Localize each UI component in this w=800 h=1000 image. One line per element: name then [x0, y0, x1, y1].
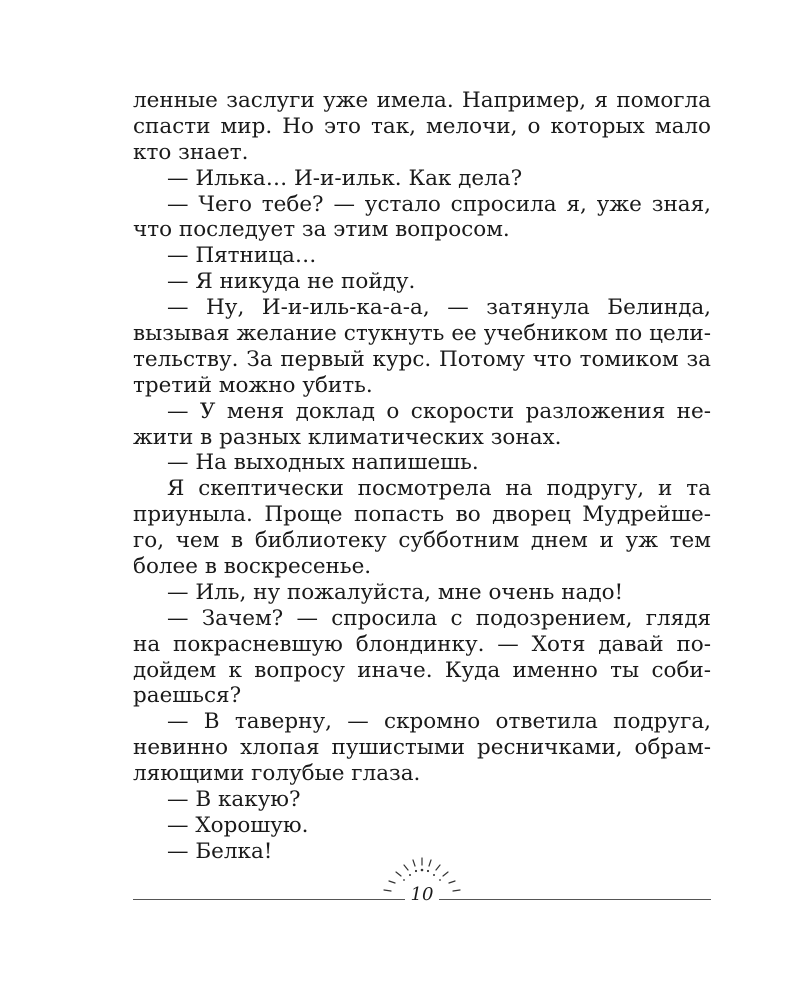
text-line: — Хорошую. [167, 812, 309, 838]
text-line: — На выходных напишешь. [167, 450, 479, 476]
text-line: тельству. За первый курс. Потому что томиком за [133, 346, 711, 372]
text-line: приуныла. Проще попасть во дворец Мудрейше- [133, 502, 711, 528]
text-line: — В какую? [167, 787, 301, 813]
text-line: кто знает. [133, 139, 249, 165]
text-line: — Илька… И-и-ильк. Как дела? [167, 165, 523, 191]
text-line: — В таверну, — скромно ответила подруга, [167, 709, 711, 735]
page-footer [133, 855, 711, 915]
text-line: — Пятница… [167, 243, 317, 269]
text-line: — Белка! [167, 838, 273, 864]
text-line: третий можно убить. [133, 372, 373, 398]
text-line: что последует за этим вопросом. [133, 217, 510, 243]
page-body [133, 88, 711, 865]
text-line: жити в разных климатических зонах. [133, 424, 562, 450]
text-line: вызывая желание стукнуть ее учебником по цели- [133, 321, 711, 347]
page-number-container [133, 885, 711, 905]
text-line: го, чем в библиотеку субботним днем и уж тем [133, 528, 711, 554]
text-line: невинно хлопая пушистыми ресничками, обрам- [133, 735, 711, 761]
text-line: спасти мир. Но это так, мелочи, о которых мало [133, 113, 711, 139]
text-line: — Иль, ну пожалуйста, мне очень надо! [167, 579, 624, 605]
text-line: дойдем к вопросу иначе. Куда именно ты соби- [133, 657, 711, 683]
text-line: раешься? [133, 683, 242, 709]
text-line: — Я никуда не пойду. [167, 269, 416, 295]
text-line: Я скептически посмотрела на подругу, и та [167, 476, 711, 502]
text-line: ляющими голубые глаза. [133, 761, 421, 787]
text-line: на покрасневшую блондинку. — Хотя давай по- [133, 631, 711, 657]
text-line: — Чего тебе? — устало спросила я, уже зная, [167, 191, 711, 217]
text-line: ленные заслуги уже имела. Например, я помогла [133, 88, 711, 113]
text-line: — Ну, И-и-иль-ка-а-а, — затянула Белинда, [167, 295, 711, 321]
text-line: — Зачем? — спросила с подозрением, глядя [167, 605, 711, 631]
text-line: — У меня доклад о скорости разложения не- [167, 398, 711, 424]
text-line: более в воскресенье. [133, 554, 372, 580]
page-number: 10 [405, 884, 440, 905]
